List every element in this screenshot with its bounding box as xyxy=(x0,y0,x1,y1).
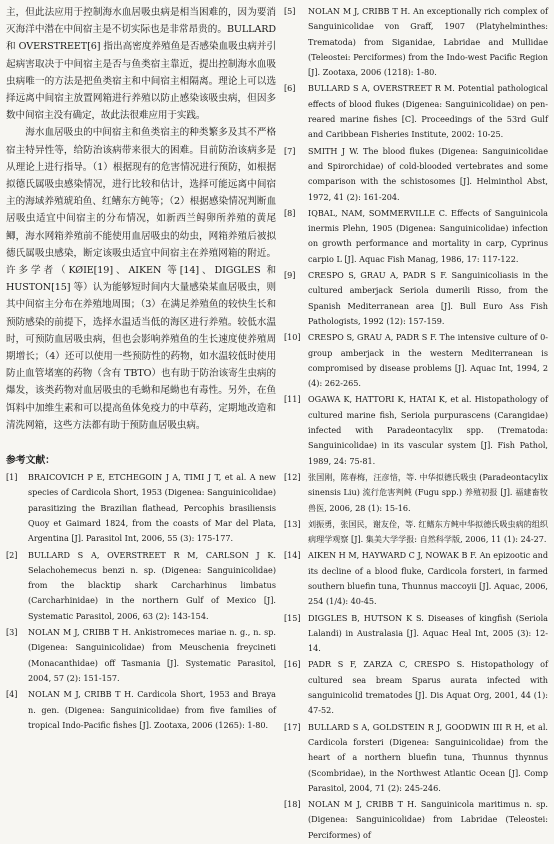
body-paragraph: 海水血居吸虫的中间宿主和鱼类宿主的种类繁多及其不严格宿主特异性等，给防治该病带来很大的困难。目前防治该病多是从理论上进行指导。（1）根据现有的危害情况进行预防，如根据拟德氏属吸虫感染情况，进行比较和估计，选择可能远离中间宿主的海域养殖琥珀鱼、红鳍东方鲀等；（2）根据感染情况判断血居吸虫适宜中间宿主的分布情况，如新西兰鲟卵所养殖的黄尾鲫，海水网箱养殖前不能使用血居吸虫的幼虫，网箱养殖后被拟德氏属吸虫感染，断定该吸虫适宜中间宿主在养殖网箱的附近。许多学者（KØIE[19]、AIKEN 等[14]、DIGGLES 和 HUSTON[15] 等）认为能够短时间内大量感染某血居吸虫，则其中间宿主分布在养殖地周围；（3）在满足养殖鱼的较快生长和预防感染的前提下，选择水温适当低的海区进行养殖。较低水温时，可预防血居吸虫病，但也会影响养殖鱼的生长速度使养殖周期增长；（4）还可以使用一些预防性的药物，如水温较低时使用防止血管堵塞的药物（含有 TBTO）也有助于防治该寄生虫病的爆发，该类药物对血居吸虫的毛蚴和尾蚴也有毒性。另外，在鱼饵料中加维生素和可以提高鱼体免疫力的中草药，定期地改造和清洗网箱，这些方法都有助于预防血居吸虫病。 xyxy=(6,127,276,431)
reference-text: NOLAN M J, CRIBB T H. Sanguinicola maritimus n. sp. (Digenea: Sanguinicolidae) from Labridae (Teleostei: Perciformes) of xyxy=(308,799,548,840)
reference-item xyxy=(284,330,548,391)
reference-item xyxy=(284,720,548,796)
reference-text: 张国刚，陈春梅，汪彦愔，等. 中华拟德氏吸虫 (Paradeontacylix sinensis Liu) 流行危害判鲀 (Fugu spp.) 养殖初报 [J]. 福建畜牧兽医, 2006, 28 (1): 15-16. xyxy=(308,471,548,513)
reference-number: [17] xyxy=(284,721,301,732)
reference-number: [10] xyxy=(284,332,301,343)
reference-text: NOLAN M J, CRIBB T H. Ankistromeces mariae n. g., n. sp. (Digenea: Sanguinicolidae) from Meuschenia freycineti (Monacanthidae) off Tasmania [J]. Systematic Parasitol, 2004, 57 (2): 151-157. xyxy=(28,627,276,683)
reference-text: SMITH J W. The blood flukes (Digenea: Sanguinicolidae and Spirorchidae) of cold-blooded vertebrates and some comparison with the schistosomes [J]. Helminthol Abst, 1972, 41 (2): 161-204. xyxy=(308,145,548,202)
reference-item xyxy=(284,548,548,609)
reference-item xyxy=(284,470,548,516)
reference-text: BULLARD S A, GOLDSTEIN R J, GOODWIN III R H, et al. Cardicola forsteri (Digenea: Sanguinicolidae) from the heart of a northern bluefin tuna, Thunnus thynnus (Scombridae), in the Northwest Atlantic Ocean [J]. Comp Parasitol, 2004, 71 (2): 245-246. xyxy=(308,721,548,793)
reference-text: CRESPO S, GRAU A, PADR S F. Sanguinicoliasis in the cultured amberjack Seriola dumerili Risso, from the Spanish Mediterranean area [J]. Bull Euro Ass Fish Pathologists, 1992 (12): 157-159. xyxy=(308,270,548,326)
reference-item xyxy=(284,657,548,718)
reference-text: AIKEN H M, HAYWARD C J, NOWAK B F. An epizootic and its decline of a blood fluke, Cardicola forsteri, in farmed southern bluefin tuna, Thunnus maccoyii [J]. Aquac, 2006, 254 (1/4): 40-45. xyxy=(308,550,548,607)
reference-text: NOLAN M J, CRIBB T H. Cardicola Short, 1953 and Braya n. gen. (Digenea: Sanguinicolidae) from five families of tropical Indo-Pacific fishes [J]. Zootaxa, 2006 (1265): 1-80. xyxy=(28,689,276,730)
reference-item xyxy=(284,611,548,657)
reference-number: [18] xyxy=(284,799,301,810)
reference-number: [6] xyxy=(284,83,296,94)
reference-item xyxy=(284,144,548,205)
reference-text: BULLARD S A, OVERSTREET R M, CARLSON J K. Selachohemecus benzi n. sp. (Digenea: Sanguinicolidae) from the blacktip shark Carcharhinus limbatus (Carcharhinidae) in the northern Gulf of Mexico [J]. Systematic Parasitol, 2006, 63 (2): 143-154. xyxy=(28,549,276,621)
reference-item xyxy=(6,625,276,686)
reference-item xyxy=(284,517,548,548)
reference-number: [7] xyxy=(284,145,296,156)
reference-number: [3] xyxy=(6,627,18,638)
reference-number: [11] xyxy=(284,394,301,405)
reference-text: OGAWA K, HATTORI K, HATAI K, et al. Histopathology of cultured marine fish, Seriola purpurascens (Carangidae) infected with Paradeontacylix spp. (Trematoda: Sanguinicolidae) in its vascular system [J]. Fish Pathol, 1989, 24: 75-81. xyxy=(308,394,548,466)
reference-number: [14] xyxy=(284,550,301,561)
reference-item xyxy=(6,548,276,624)
left-column xyxy=(6,4,276,734)
reference-number: [8] xyxy=(284,207,296,218)
body-paragraph: 主，但此法应用于控制海水血居吸虫病是相当困难的，因为要消灭海洋中潜在中间宿主是不切实际也是非常昂贵的。BULLARD 和 OVERSTREET[6] 指出高密度养殖鱼是否感染血吸虫病并引起病害取决于中间宿主是否与鱼类宿主靠近，提出控制海水血吸虫病唯一的方法是把鱼类宿主和中间宿主相隔离。理论上可以选择远离中间宿主放置网箱进行养殖以防止感染该吸虫病，但因多数中间宿主没有确定，故此法很难应用于实践。 xyxy=(6,7,276,122)
reference-text: CRESPO S, GRAU A, PADR S F. The intensive culture of 0-group amberjack in the western Mediterranean is compromised by disease problems [J]. Aquac Int, 1994, 2 (4): 262-265. xyxy=(308,332,548,389)
reference-text: PADR S F, ZARZA C, CRESPO S. Histopathology of cultured sea bream Sparus aurata infected with sanguinicolid trematodes [J]. Dis Aquat Org, 2001, 44 (1): 47-52. xyxy=(308,659,548,716)
reference-number: [2] xyxy=(6,549,18,560)
reference-item xyxy=(284,81,548,142)
reference-number: [12] xyxy=(284,471,301,482)
reference-text: DIGGLES B, HUTSON K S. Diseases of kingfish (Seriola Lalandi) in Australasia [J]. Aquac Heal Int, 2005 (3): 12-14. xyxy=(308,612,548,654)
reference-item xyxy=(284,797,548,843)
reference-number: [1] xyxy=(6,472,18,483)
reference-item xyxy=(284,392,548,468)
reference-number: [13] xyxy=(284,518,301,529)
references-heading: 参考文献： xyxy=(6,455,55,467)
reference-text: BULLARD S A, OVERSTREET R M. Potential pathological effects of blood flukes (Digenea: Sanguinicolidae) on pen-reared marine fishes [C]. Proceedings of the 53rd Gulf and Caribbean Fisheries Institute, 2002: 10-25. xyxy=(308,83,548,140)
reference-item xyxy=(284,4,548,80)
reference-number: [15] xyxy=(284,612,301,623)
reference-number: [16] xyxy=(284,659,301,670)
reference-text: 刘振勇，张国民，谢友佺，等. 红鳍东方鲀中华拟德氏吸虫病的组织病理学观察 [J]. 集美大学学报: 自然科学版, 2006, 11 (1): 24-27. xyxy=(308,518,548,545)
reference-number: [5] xyxy=(284,6,296,16)
reference-item xyxy=(284,206,548,267)
reference-text: IQBAL, NAM, SOMMERVILLE C. Effects of Sanguinicola inermis Plehn, 1905 (Digenea: Sanguinicolidae) infection on growth performance and mortality in carp, Cyprinus carpio L [J]. Aquac Fish Manag, 1986, 17: 117-122. xyxy=(308,207,548,264)
right-column xyxy=(284,4,548,844)
reference-text: NOLAN M J, CRIBB T H. An exceptionally rich complex of Sanguinicolidae von Graff, 1907 (Platyhelminthes: Trematoda) from Siganidae, Labridae and Mullidae (Teleostei: Perciformes) from the Indo-west Pacific Region [J]. Zootaxa, 2006 (1218): 1-80. xyxy=(308,6,548,78)
reference-text: BRAICOVICH P E, ETCHEGOIN J A, TIMI J T, et al. A new species of Cardicola Short, 1953 (Digenea: Sanguinicolidae) parasitizing the Brazilian flathead, Percophis brasiliensis Quoy et Gaimard 1824, from the coasts of Mar del Plata, Argentina [J]. Parasitol Int, 2006, 55 (3): 175-177. xyxy=(28,472,276,544)
reference-number: [9] xyxy=(284,270,296,281)
reference-number: [4] xyxy=(6,689,18,700)
reference-item xyxy=(284,268,548,329)
reference-item xyxy=(6,687,276,733)
reference-item xyxy=(6,470,276,546)
